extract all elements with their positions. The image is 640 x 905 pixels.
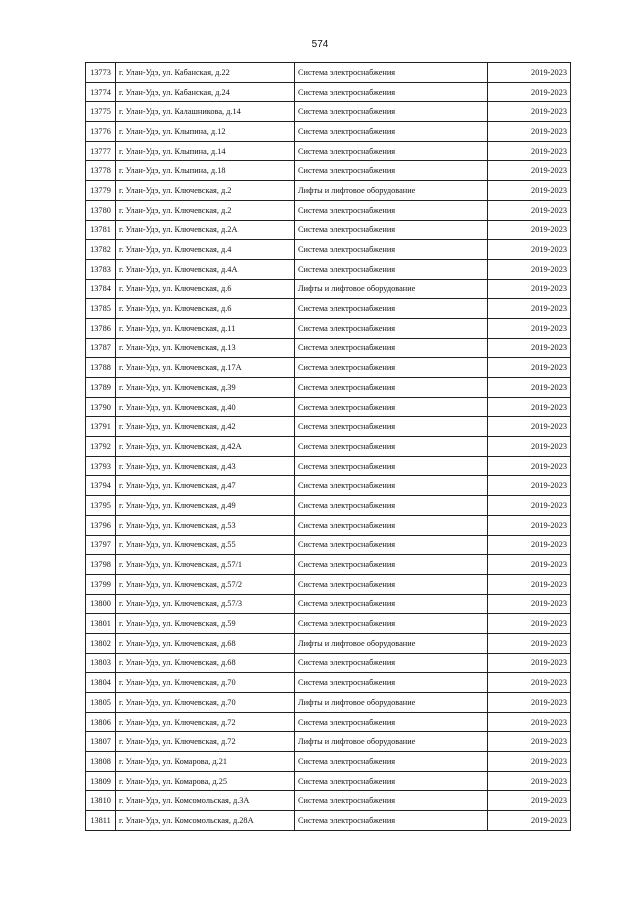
- system-cell: Система электроснабжения: [295, 535, 488, 555]
- table-row: [86, 811, 571, 831]
- period-cell: 2019-2023: [488, 712, 571, 732]
- system-cell: Система электроснабжения: [295, 437, 488, 457]
- address-cell: г. Улан-Удэ, ул. Ключевская, д.40: [116, 397, 295, 417]
- row-number: 13800: [86, 594, 116, 614]
- row-number: 13805: [86, 693, 116, 713]
- row-number: 13791: [86, 417, 116, 437]
- system-cell: Система электроснабжения: [295, 594, 488, 614]
- table-row: [86, 476, 571, 496]
- table-row: [86, 673, 571, 693]
- address-cell: г. Улан-Удэ, ул. Клыпина, д.18: [116, 161, 295, 181]
- system-cell: Система электроснабжения: [295, 318, 488, 338]
- row-number: 13773: [86, 63, 116, 83]
- table-row: [86, 752, 571, 772]
- table-row: [86, 437, 571, 457]
- table-row: [86, 456, 571, 476]
- table-row: [86, 200, 571, 220]
- address-cell: г. Улан-Удэ, ул. Ключевская, д.57/1: [116, 555, 295, 575]
- address-cell: г. Улан-Удэ, ул. Ключевская, д.53: [116, 515, 295, 535]
- period-cell: 2019-2023: [488, 791, 571, 811]
- address-cell: г. Улан-Удэ, ул. Ключевская, д.4А: [116, 259, 295, 279]
- address-cell: г. Улан-Удэ, ул. Ключевская, д.13: [116, 338, 295, 358]
- period-cell: 2019-2023: [488, 633, 571, 653]
- address-cell: г. Улан-Удэ, ул. Комарова, д.21: [116, 752, 295, 772]
- system-cell: Лифты и лифтовое оборудование: [295, 633, 488, 653]
- row-number: 13787: [86, 338, 116, 358]
- period-cell: 2019-2023: [488, 378, 571, 398]
- period-cell: 2019-2023: [488, 456, 571, 476]
- period-cell: 2019-2023: [488, 496, 571, 516]
- table-row: [86, 141, 571, 161]
- system-cell: Система электроснабжения: [295, 496, 488, 516]
- system-cell: Система электроснабжения: [295, 515, 488, 535]
- system-cell: Система электроснабжения: [295, 614, 488, 634]
- system-cell: Система электроснабжения: [295, 338, 488, 358]
- table-row: [86, 358, 571, 378]
- table-row: [86, 732, 571, 752]
- row-number: 13782: [86, 240, 116, 260]
- system-cell: Система электроснабжения: [295, 555, 488, 575]
- system-cell: Система электроснабжения: [295, 397, 488, 417]
- period-cell: 2019-2023: [488, 594, 571, 614]
- address-cell: г. Улан-Удэ, ул. Ключевская, д.68: [116, 653, 295, 673]
- row-number: 13792: [86, 437, 116, 457]
- table-row: [86, 653, 571, 673]
- row-number: 13777: [86, 141, 116, 161]
- page-number: 574: [311, 39, 329, 50]
- system-cell: Система электроснабжения: [295, 456, 488, 476]
- address-cell: г. Улан-Удэ, ул. Ключевская, д.49: [116, 496, 295, 516]
- row-number: 13789: [86, 378, 116, 398]
- row-number: 13806: [86, 712, 116, 732]
- table-row: [86, 102, 571, 122]
- table-row: [86, 397, 571, 417]
- address-cell: г. Улан-Удэ, ул. Ключевская, д.6: [116, 279, 295, 299]
- row-number: 13798: [86, 555, 116, 575]
- table-row: [86, 63, 571, 83]
- address-cell: г. Улан-Удэ, ул. Ключевская, д.72: [116, 712, 295, 732]
- period-cell: 2019-2023: [488, 555, 571, 575]
- table-row: [86, 417, 571, 437]
- period-cell: 2019-2023: [488, 693, 571, 713]
- row-number: 13779: [86, 181, 116, 201]
- table-row: [86, 220, 571, 240]
- table-row: [86, 535, 571, 555]
- period-cell: 2019-2023: [488, 63, 571, 83]
- period-cell: 2019-2023: [488, 122, 571, 142]
- table-row: [86, 299, 571, 319]
- period-cell: 2019-2023: [488, 417, 571, 437]
- address-cell: г. Улан-Удэ, ул. Ключевская, д.68: [116, 633, 295, 653]
- table-row: [86, 161, 571, 181]
- address-cell: г. Улан-Удэ, ул. Ключевская, д.42: [116, 417, 295, 437]
- address-cell: г. Улан-Удэ, ул. Ключевская, д.4: [116, 240, 295, 260]
- period-cell: 2019-2023: [488, 279, 571, 299]
- row-number: 13788: [86, 358, 116, 378]
- row-number: 13780: [86, 200, 116, 220]
- period-cell: 2019-2023: [488, 220, 571, 240]
- table-row: [86, 496, 571, 516]
- period-cell: 2019-2023: [488, 574, 571, 594]
- system-cell: Система электроснабжения: [295, 141, 488, 161]
- program-table: [85, 62, 571, 831]
- address-cell: г. Улан-Удэ, ул. Ключевская, д.2: [116, 181, 295, 201]
- system-cell: Система электроснабжения: [295, 712, 488, 732]
- address-cell: г. Улан-Удэ, ул. Кабанская, д.24: [116, 82, 295, 102]
- address-cell: г. Улан-Удэ, ул. Ключевская, д.57/2: [116, 574, 295, 594]
- address-cell: г. Улан-Удэ, ул. Ключевская, д.2А: [116, 220, 295, 240]
- table-row: [86, 338, 571, 358]
- period-cell: 2019-2023: [488, 161, 571, 181]
- system-cell: Лифты и лифтовое оборудование: [295, 279, 488, 299]
- system-cell: Система электроснабжения: [295, 240, 488, 260]
- period-cell: 2019-2023: [488, 732, 571, 752]
- table-row: [86, 515, 571, 535]
- row-number: 13802: [86, 633, 116, 653]
- system-cell: Система электроснабжения: [295, 771, 488, 791]
- row-number: 13783: [86, 259, 116, 279]
- table-row: [86, 378, 571, 398]
- period-cell: 2019-2023: [488, 299, 571, 319]
- period-cell: 2019-2023: [488, 397, 571, 417]
- period-cell: 2019-2023: [488, 752, 571, 772]
- table-row: [86, 614, 571, 634]
- table-row: [86, 122, 571, 142]
- row-number: 13778: [86, 161, 116, 181]
- address-cell: г. Улан-Удэ, ул. Ключевская, д.42А: [116, 437, 295, 457]
- period-cell: 2019-2023: [488, 358, 571, 378]
- system-cell: Система электроснабжения: [295, 299, 488, 319]
- table-row: [86, 181, 571, 201]
- address-cell: г. Улан-Удэ, ул. Ключевская, д.17А: [116, 358, 295, 378]
- address-cell: г. Улан-Удэ, ул. Клыпина, д.14: [116, 141, 295, 161]
- period-cell: 2019-2023: [488, 515, 571, 535]
- table-row: [86, 279, 571, 299]
- system-cell: Система электроснабжения: [295, 102, 488, 122]
- address-cell: г. Улан-Удэ, ул. Клыпина, д.12: [116, 122, 295, 142]
- system-cell: Лифты и лифтовое оборудование: [295, 693, 488, 713]
- address-cell: г. Улан-Удэ, ул. Ключевская, д.57/3: [116, 594, 295, 614]
- system-cell: Система электроснабжения: [295, 259, 488, 279]
- address-cell: г. Улан-Удэ, ул. Ключевская, д.2: [116, 200, 295, 220]
- row-number: 13803: [86, 653, 116, 673]
- row-number: 13790: [86, 397, 116, 417]
- address-cell: г. Улан-Удэ, ул. Ключевская, д.6: [116, 299, 295, 319]
- row-number: 13801: [86, 614, 116, 634]
- row-number: 13794: [86, 476, 116, 496]
- table-row: [86, 574, 571, 594]
- row-number: 13784: [86, 279, 116, 299]
- system-cell: Система электроснабжения: [295, 378, 488, 398]
- row-number: 13810: [86, 791, 116, 811]
- period-cell: 2019-2023: [488, 535, 571, 555]
- period-cell: 2019-2023: [488, 259, 571, 279]
- period-cell: 2019-2023: [488, 811, 571, 831]
- period-cell: 2019-2023: [488, 673, 571, 693]
- address-cell: г. Улан-Удэ, ул. Комарова, д.25: [116, 771, 295, 791]
- row-number: 13804: [86, 673, 116, 693]
- address-cell: г. Улан-Удэ, ул. Ключевская, д.55: [116, 535, 295, 555]
- period-cell: 2019-2023: [488, 614, 571, 634]
- row-number: 13774: [86, 82, 116, 102]
- row-number: 13797: [86, 535, 116, 555]
- row-number: 13785: [86, 299, 116, 319]
- row-number: 13799: [86, 574, 116, 594]
- system-cell: Система электроснабжения: [295, 476, 488, 496]
- system-cell: Система электроснабжения: [295, 574, 488, 594]
- table-row: [86, 771, 571, 791]
- table-row: [86, 82, 571, 102]
- period-cell: 2019-2023: [488, 240, 571, 260]
- address-cell: г. Улан-Удэ, ул. Ключевская, д.70: [116, 673, 295, 693]
- table-row: [86, 712, 571, 732]
- period-cell: 2019-2023: [488, 200, 571, 220]
- address-cell: г. Улан-Удэ, ул. Кабанская, д.22: [116, 63, 295, 83]
- table-body: [86, 63, 571, 831]
- row-number: 13786: [86, 318, 116, 338]
- table-row: [86, 555, 571, 575]
- table-row: [86, 318, 571, 338]
- address-cell: г. Улан-Удэ, ул. Ключевская, д.59: [116, 614, 295, 634]
- system-cell: Система электроснабжения: [295, 122, 488, 142]
- system-cell: Система электроснабжения: [295, 811, 488, 831]
- system-cell: Система электроснабжения: [295, 791, 488, 811]
- address-cell: г. Улан-Удэ, ул. Комсомольская, д.3А: [116, 791, 295, 811]
- table-row: [86, 633, 571, 653]
- system-cell: Система электроснабжения: [295, 161, 488, 181]
- row-number: 13781: [86, 220, 116, 240]
- period-cell: 2019-2023: [488, 476, 571, 496]
- table-row: [86, 594, 571, 614]
- row-number: 13808: [86, 752, 116, 772]
- period-cell: 2019-2023: [488, 653, 571, 673]
- row-number: 13796: [86, 515, 116, 535]
- system-cell: Система электроснабжения: [295, 358, 488, 378]
- table-row: [86, 791, 571, 811]
- period-cell: 2019-2023: [488, 338, 571, 358]
- period-cell: 2019-2023: [488, 771, 571, 791]
- system-cell: Система электроснабжения: [295, 653, 488, 673]
- system-cell: Система электроснабжения: [295, 417, 488, 437]
- row-number: 13795: [86, 496, 116, 516]
- row-number: 13807: [86, 732, 116, 752]
- address-cell: г. Улан-Удэ, ул. Ключевская, д.47: [116, 476, 295, 496]
- row-number: 13776: [86, 122, 116, 142]
- system-cell: Система электроснабжения: [295, 63, 488, 83]
- system-cell: Лифты и лифтовое оборудование: [295, 732, 488, 752]
- address-cell: г. Улан-Удэ, ул. Ключевская, д.11: [116, 318, 295, 338]
- address-cell: г. Улан-Удэ, ул. Ключевская, д.43: [116, 456, 295, 476]
- table-row: [86, 259, 571, 279]
- system-cell: Система электроснабжения: [295, 673, 488, 693]
- period-cell: 2019-2023: [488, 437, 571, 457]
- address-cell: г. Улан-Удэ, ул. Комсомольская, д.28А: [116, 811, 295, 831]
- table-row: [86, 693, 571, 713]
- system-cell: Система электроснабжения: [295, 82, 488, 102]
- address-cell: г. Улан-Удэ, ул. Калашникова, д.14: [116, 102, 295, 122]
- system-cell: Система электроснабжения: [295, 752, 488, 772]
- period-cell: 2019-2023: [488, 318, 571, 338]
- row-number: 13811: [86, 811, 116, 831]
- table-row: [86, 240, 571, 260]
- address-cell: г. Улан-Удэ, ул. Ключевская, д.39: [116, 378, 295, 398]
- address-cell: г. Улан-Удэ, ул. Ключевская, д.70: [116, 693, 295, 713]
- address-cell: г. Улан-Удэ, ул. Ключевская, д.72: [116, 732, 295, 752]
- period-cell: 2019-2023: [488, 102, 571, 122]
- system-cell: Система электроснабжения: [295, 200, 488, 220]
- period-cell: 2019-2023: [488, 181, 571, 201]
- row-number: 13809: [86, 771, 116, 791]
- period-cell: 2019-2023: [488, 82, 571, 102]
- row-number: 13793: [86, 456, 116, 476]
- row-number: 13775: [86, 102, 116, 122]
- system-cell: Система электроснабжения: [295, 220, 488, 240]
- period-cell: 2019-2023: [488, 141, 571, 161]
- system-cell: Лифты и лифтовое оборудование: [295, 181, 488, 201]
